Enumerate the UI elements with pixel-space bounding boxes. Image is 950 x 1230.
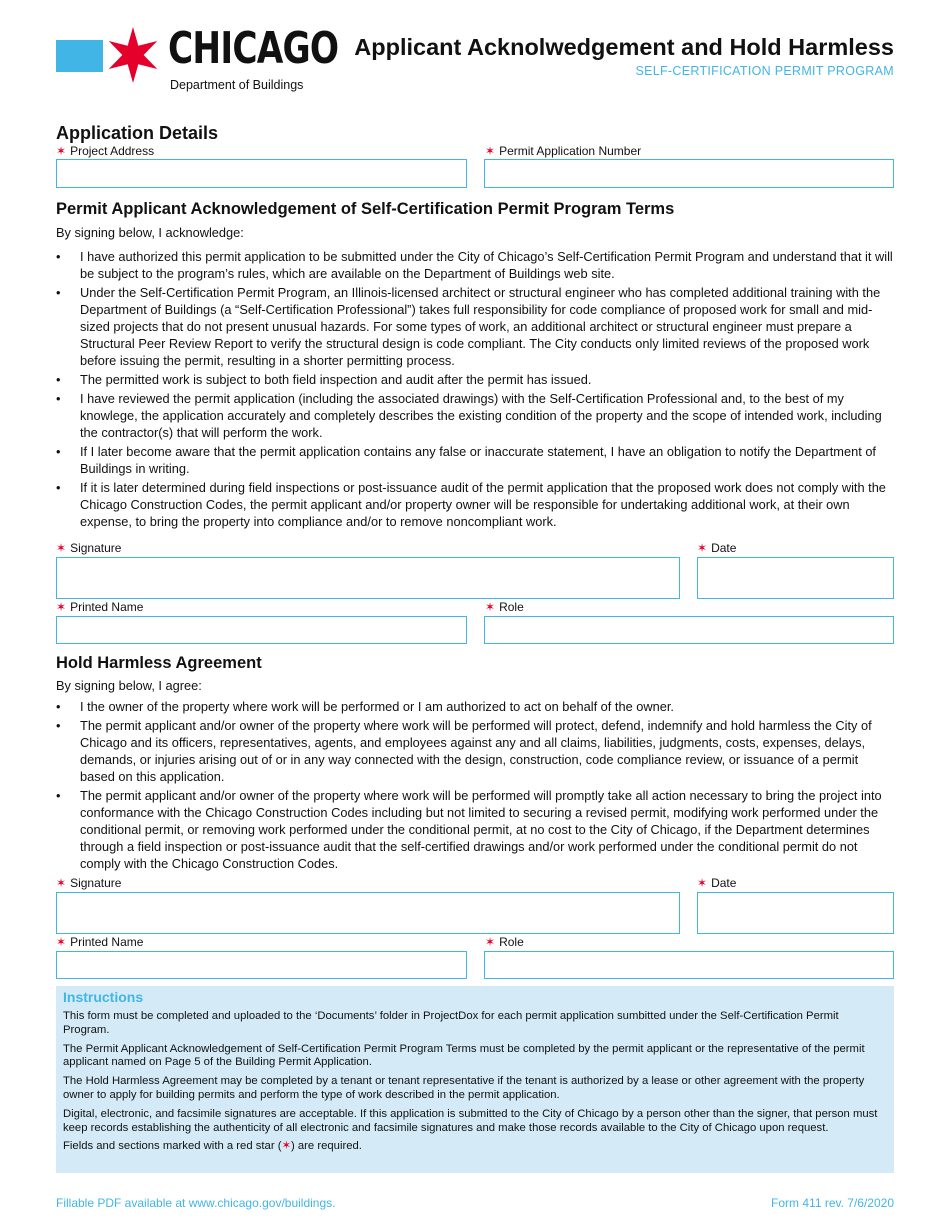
required-star-icon: ✶ xyxy=(56,144,67,158)
hh-date-field[interactable] xyxy=(697,892,894,934)
list-item: • I the owner of the property where work will be performed or I am authorized to act on behalf of the owner. xyxy=(56,698,896,715)
department-name: Department of Buildings xyxy=(170,78,304,92)
acknowledgement-intro: By signing below, I acknowledge: xyxy=(56,225,244,240)
chicago-flag-bar xyxy=(56,40,103,72)
hold-harmless-intro: By signing below, I agree: xyxy=(56,678,202,693)
document-subtitle: SELF-CERTIFICATION PERMIT PROGRAM xyxy=(635,64,894,78)
ack-role-label: ✶ Role xyxy=(485,600,524,614)
permit-number-label: ✶ Permit Application Number xyxy=(485,144,642,158)
chicago-wordmark: CHICAGO xyxy=(168,23,339,74)
ack-date-field[interactable] xyxy=(697,557,894,599)
hh-role-field[interactable] xyxy=(484,951,894,979)
ack-printed-name-label: ✶ Printed Name xyxy=(56,600,144,614)
instructions-box xyxy=(56,986,894,1173)
instructions-title: Instructions xyxy=(63,989,144,1005)
list-item: • I have authorized this permit application to be submitted under the City of Chicago’s Self-Certification Permit Program and understand that it will be subject to the program’s rules, which are available on the Department of Buildings web site. xyxy=(56,248,896,282)
hold-harmless-list xyxy=(56,698,896,874)
ack-role-field[interactable] xyxy=(484,616,894,644)
list-item: • If it is later determined during field inspections or post-issuance audit of the permit application that the proposed work does not comply with the Chicago Construction Codes, the permit applicant and/or property owner will be responsible for undertaking additional work, at their own expense, to bring the property into compliance and/or to remove noncompliant work. xyxy=(56,479,896,530)
instructions-paragraph: This form must be completed and uploaded to the ‘Documents’ folder in ProjectDox for each permit application sumbitted under the Self-Certification Permit Program. xyxy=(63,1010,839,1036)
instructions-paragraph: The Hold Harmless Agreement may be completed by a tenant or tenant representative if the tenant is authorized by a lease or other agreement with the property owner to apply for building permits and perform the type of work described in the permit application. xyxy=(63,1075,865,1101)
document-title: Applicant Acknolwedgement and Hold Harmless xyxy=(354,34,894,60)
list-item: • The permitted work is subject to both field inspection and audit after the permit has issued. xyxy=(56,371,896,388)
instructions-paragraph: Digital, electronic, and facsimile signatures are acceptable. If this application is submitted to the City of Chicago by a person other than the signer, that person must keep records establishing the authenticity of all electronic and facsimile signatures and make those records available to the City of Chicago upon request. xyxy=(63,1107,878,1134)
project-address-field[interactable] xyxy=(56,159,467,188)
application-details-heading: Application Details xyxy=(56,123,219,143)
list-item: • I have reviewed the permit application (including the associated drawings) with the Self-Certification Professional and, to the best of my knowlege, the application accurately and completely describes the existing condition of the property and the scope of intended work, including the contractor(s) that will perform the work. xyxy=(56,390,896,441)
six-point-star-icon xyxy=(105,26,161,84)
required-star-icon: ✶ xyxy=(56,935,67,949)
required-star-icon: ✶ xyxy=(56,600,67,614)
hh-date-label: ✶ Date xyxy=(697,876,737,890)
ack-signature-label: ✶ Signature xyxy=(56,541,122,555)
hold-harmless-heading: Hold Harmless Agreement xyxy=(56,654,262,672)
list-item: • The permit applicant and/or owner of the property where work will be performed will promptly take all action necessary to bring the project into conformance with the Chicago Construction Codes including but not limited to securing a revised permit, modifying work performed under the conditional permit, or removing work performed under the conditional permit, at no cost to the City of Chicago, if the Department determines through a field inspection or post-issuance audit that the self-certified drawings and/or work performed under the conditional permit do not comply with the Chicago Construction Codes. xyxy=(56,787,896,872)
acknowledgement-list xyxy=(56,248,896,532)
permit-number-field[interactable] xyxy=(484,159,894,188)
hh-signature-label: ✶ Signature xyxy=(56,876,122,890)
required-star-icon: ✶ xyxy=(697,876,708,890)
required-star-icon: ✶ xyxy=(281,1140,291,1153)
required-star-icon: ✶ xyxy=(485,600,496,614)
acknowledgement-heading: Permit Applicant Acknowledgement of Self-Certification Permit Program Terms xyxy=(56,200,675,218)
footer-pdf-link[interactable]: Fillable PDF available at www.chicago.gov/buildings. xyxy=(56,1196,336,1210)
required-star-icon: ✶ xyxy=(485,935,496,949)
required-star-icon: ✶ xyxy=(697,541,708,555)
footer-form-number: Form 411 rev. 7/6/2020 xyxy=(771,1196,894,1210)
ack-date-label: ✶ Date xyxy=(697,541,737,555)
required-star-icon: ✶ xyxy=(56,876,67,890)
list-item: • Under the Self-Certification Permit Program, an Illinois-licensed architect or structural engineer who has completed additional training with the Department of Buildings (a “Self-Certification Professional”) takes full responsibility for code compliance of proposed work for small and mid-sized projects that do not present unusual hazards. For some types of work, an additional architect or structural engineer must prepare a Structural Peer Review Report to verify the structural design is code compliant. The City conducts only limited reviews of the proposed work before issuing the permit, resulting in a shorter permitting process. xyxy=(56,284,896,369)
required-star-icon: ✶ xyxy=(485,144,496,158)
instructions-paragraph: The Permit Applicant Acknowledgement of Self-Certification Permit Program Terms must be completed by the permit applicant or the representative of the permit applicant named on Page 5 of the Building Permit Application. xyxy=(63,1042,865,1069)
hh-signature-field[interactable] xyxy=(56,892,680,934)
ack-signature-field[interactable] xyxy=(56,557,680,599)
ack-printed-name-field[interactable] xyxy=(56,616,467,644)
list-item: • If I later become aware that the permit application contains any false or inaccurate statement, I have an obligation to notify the Department of Buildings in writing. xyxy=(56,443,896,477)
project-address-label: ✶ Project Address xyxy=(56,144,155,158)
list-item: • The permit applicant and/or owner of the property where work will be performed will protect, defend, indemnify and hold harmless the City of Chicago and its officers, representatives, agents, and employees against any and all claims, liabilities, judgments, costs, expenses, delays, demands, or injuries arising out of or in any way connected with the design, construction, code compliance review, or issuance of a permit based on this application. xyxy=(56,717,896,785)
required-star-icon: ✶ xyxy=(56,541,67,555)
hh-printed-name-field[interactable] xyxy=(56,951,467,979)
required-note: Fields and sections marked with a red star (✶) are required. xyxy=(63,1140,362,1153)
hh-printed-name-label: ✶ Printed Name xyxy=(56,935,144,949)
hh-role-label: ✶ Role xyxy=(485,935,524,949)
